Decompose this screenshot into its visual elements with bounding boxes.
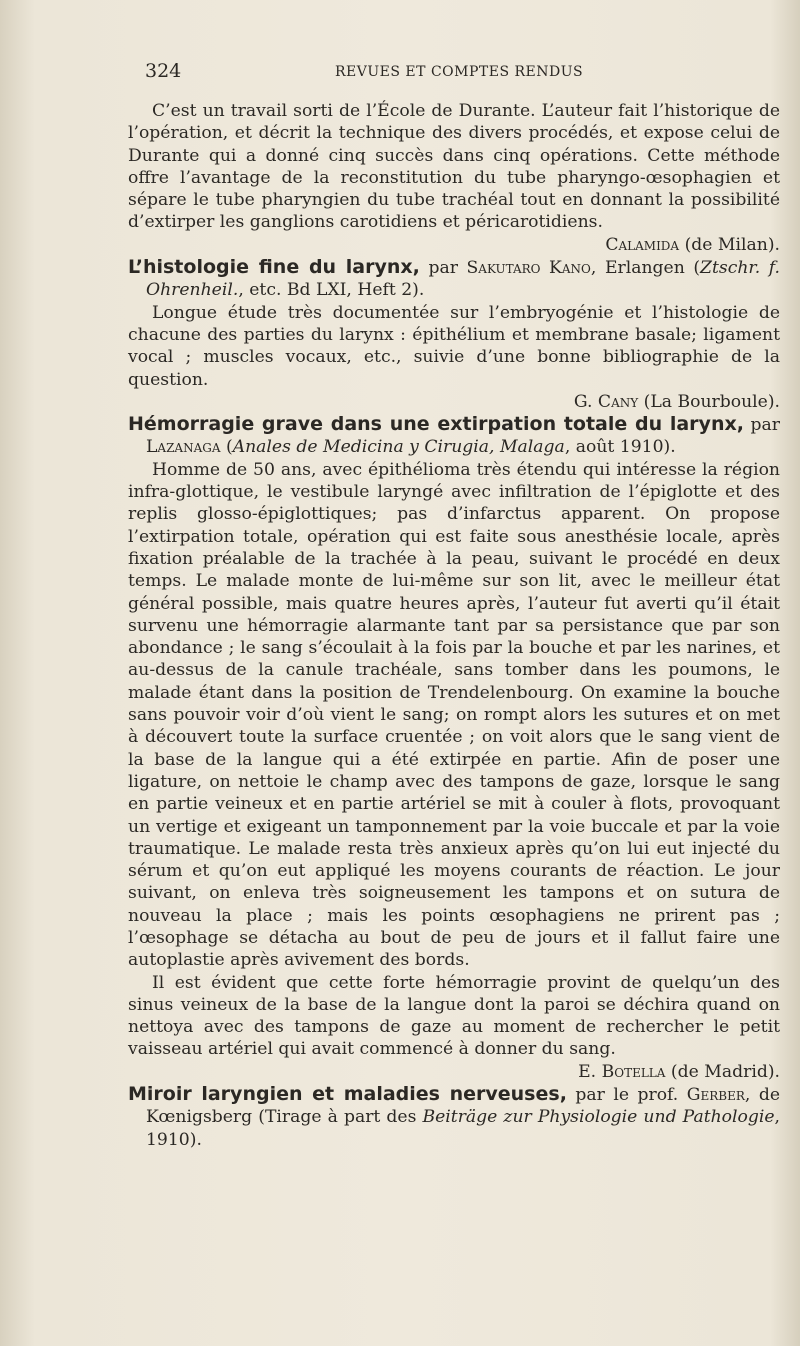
article-author: Sakutaro Kano	[466, 258, 591, 279]
page-number: 324	[145, 60, 182, 82]
article-by: par le prof.	[566, 1085, 687, 1106]
article-heading-histologie	[128, 256, 780, 302]
article-place: , de Kœnigsberg (Tirage à part des	[146, 1085, 781, 1128]
running-title: REVUES ET COMPTES RENDUS	[335, 64, 584, 80]
article-by: par	[419, 258, 467, 279]
signature-initial: G.	[573, 391, 598, 412]
signature-initial: E.	[578, 1061, 602, 1082]
article-journal: Anales de Medicina y Cirugia, Malaga	[232, 437, 565, 458]
article-author: Lazanaga	[146, 437, 221, 458]
article-open-paren: (	[220, 437, 233, 458]
article-title: Miroir laryngien et maladies nerveuses,	[128, 1083, 567, 1106]
signature-place: (de Madrid).	[665, 1061, 780, 1082]
signature-botella	[128, 1061, 780, 1083]
signature-name: Cany	[597, 391, 639, 412]
review-paragraph-histologie: Longue étude très documentée sur l’embryogénie et l’histologie de chacune des parties du larynx : épithélium et membrane basale; ligament vocal ; muscles vocaux, etc., suivie d’une bonne bibliographie de la question.	[128, 302, 780, 390]
signature-name: Botella	[601, 1061, 666, 1082]
article-title: L’histologie fine du larynx,	[128, 256, 420, 279]
review-paragraph-case: Homme de 50 ans, avec épithélioma très étendu qui intéresse la région infra-glottique, le vestibule laryngé avec infiltration de l’épiglotte et des replis glosso-épiglottiques; pas d’infarctus apparent. On propose l’extirpation totale, opération qui est faite sous anesthésie locale, après fixation préalable de la trachée à la peau, suivant le procédé en deux temps. Le malade monte de lui-même sur son lit, avec le meilleur état général possible, mais quatre heures après, l’auteur fut averti qu’il était survenu une hémorragie alarmante tant par sa persistance que par son abondance ; le sang s’écoulait à la fois par la bouche et par les narines, et au-dessus de la canule trachéale, sans tomber dans les poumons, le malade étant dans la position de Trendelenbourg. On examine la bouche sans pouvoir voir d’où vient le sang; on rompt alors les sutures et on met à découvert toute la surface cruentée ; on voit alors que le sang vient de la base de la langue qui a été extirpée en partie. Afin de poser une ligature, on nettoie le champ avec des tampons de gaze, lorsque le sang en partie veineux et en partie artériel se mit à couler à flots, provoquant un vertige et exigeant un tamponnement par la voie buccale et par la voie traumatique. Le malade resta très anxieux après qu’on lui eut injecté du sérum et qu’on eut appliqué les moyens courants de réaction. Le jour suivant, on enleva très soigneusement les tampons et on sutura de nouveau la place ; mais les points œsophagiens ne prirent pas ; l’œsophage se détacha au bout de peu de jours et il fallut faire une autoplastie après avivement des bords.	[128, 459, 780, 971]
article-journal: Beiträge zur Physiologie und Pathologie	[422, 1107, 775, 1128]
article-reference: , 1910).	[146, 1107, 781, 1150]
page-body	[128, 100, 780, 1151]
signature-place: (de Milan).	[679, 234, 780, 255]
article-place: , Erlangen (	[590, 258, 701, 279]
article-heading-miroir	[128, 1083, 780, 1151]
article-journal: Ztschr. f. Ohrenheil.	[146, 258, 780, 301]
article-title: Hémorragie grave dans une extirpation totale du larynx,	[128, 413, 744, 436]
article-author: Gerber	[686, 1085, 745, 1106]
review-paragraph-conclusion: Il est évident que cette forte hémorragie provint de quelqu’un des sinus veineux de la base de la langue dont la paroi se déchira quand on nettoya avec des tampons de gaze au moment de rechercher le petit vaisseau artériel qui avait commencé à donner du sang.	[128, 972, 780, 1060]
signature-cany	[128, 391, 780, 413]
article-reference: , août 1910).	[564, 437, 676, 458]
signature-calamida	[128, 234, 780, 256]
article-reference: , etc. Bd LXI, Heft 2).	[238, 280, 425, 301]
article-heading-hemorragie	[128, 413, 780, 459]
page-header	[145, 60, 780, 88]
article-by: par	[743, 415, 780, 436]
review-paragraph-durante: C’est un travail sorti de l’École de Durante. L’auteur fait l’historique de l’opération, et décrit la technique des divers procédés, et expose celui de Durante qui a donné cinq succès dans cinq opérations. Cette méthode offre l’avantage de la reconstitution du tube pharyngo-œsophagien et sépare le tube pharyngien du tube trachéal tout en donnant la possibilité d’extirper les ganglions carotidiens et péricarotidiens.	[128, 101, 780, 233]
signature-name: Calamida	[605, 234, 680, 255]
signature-place: (La Bourboule).	[638, 391, 780, 412]
